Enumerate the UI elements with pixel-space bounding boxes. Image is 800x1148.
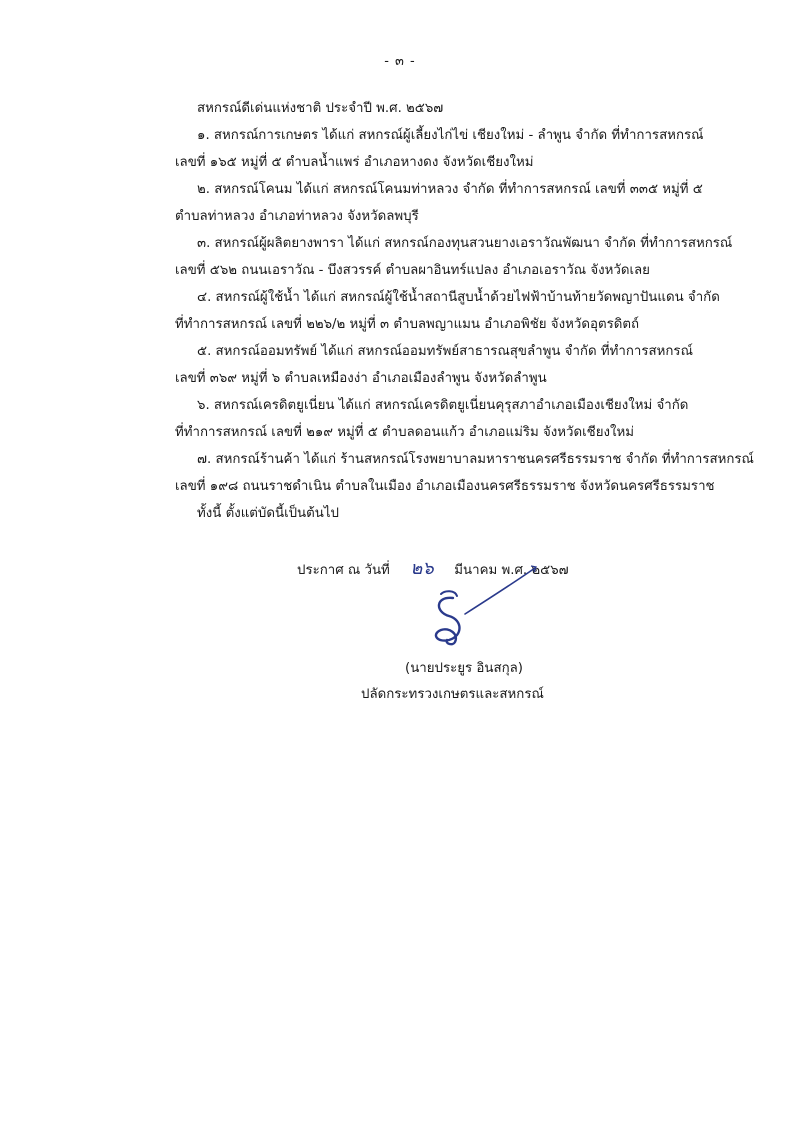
item-6-line-2: ที่ทำการสหกรณ์ เลขที่ ๒๑๙ หมู่ที่ ๕ ตำบลดอนแก้ว อำเภอแม่ริม จังหวัดเชียงใหม่ <box>175 425 635 440</box>
item-7-line-1: ๗. สหกรณ์ร้านค้า ได้แก่ ร้านสหกรณ์โรงพยาบาลมหาราชนครศรีธรรมราช จำกัด ที่ทำการสหกรณ์ <box>197 452 754 467</box>
item-7-line-2: เลขที่ ๑๙๘ ถนนราชดำเนิน ตำบลในเมือง อำเภอเมืองนครศรีธรรมราช จังหวัดนครศรีธรรมราช <box>175 479 715 494</box>
item-5-line-1: ๕. สหกรณ์ออมทรัพย์ ได้แก่ สหกรณ์ออมทรัพย์สาธารณสุขลำพูน จำกัด ที่ทำการสหกรณ์ <box>197 344 693 359</box>
document-body <box>175 95 754 527</box>
signer-title: ปลัดกระทรวงเกษตรและสหกรณ์ <box>361 687 544 702</box>
item-5-line-2: เลขที่ ๓๖๙ หมู่ที่ ๖ ตำบลเหมืองง่า อำเภอเมืองลำพูน จังหวัดลำพูน <box>175 371 547 386</box>
item-3-line-2: เลขที่ ๕๖๒ ถนนเอราวัณ - บึงสวรรค์ ตำบลผาอินทร์แปลง อำเภอเอราวัณ จังหวัดเลย <box>175 263 650 278</box>
announcement-prefix: ประกาศ ณ วันที่ <box>297 563 390 578</box>
item-1-line-2: เลขที่ ๑๖๕ หมู่ที่ ๕ ตำบลน้ำแพร่ อำเภอหางดง จังหวัดเชียงใหม่ <box>175 155 534 170</box>
item-6-line-1: ๖. สหกรณ์เครดิตยูเนี่ยน ได้แก่ สหกรณ์เครดิตยูเนี่ยนคุรุสภาอำเภอเมืองเชียงใหม่ จำกัด <box>197 398 689 413</box>
signer-name: (นายประยูร อินสกุล) <box>405 661 523 676</box>
signature-mark <box>405 560 545 655</box>
handwritten-day: ๒๖ <box>410 558 434 579</box>
item-4-line-1: ๔. สหกรณ์ผู้ใช้น้ำ ได้แก่ สหกรณ์ผู้ใช้น้ำสถานีสูบน้ำด้วยไฟฟ้าบ้านท้ายวัดพญาปันแดน จำกัด <box>197 290 720 305</box>
item-2-line-1: ๒. สหกรณ์โคนม ได้แก่ สหกรณ์โคนมท่าหลวง จำกัด ที่ทำการสหกรณ์ เลขที่ ๓๓๕ หมู่ที่ ๕ <box>197 182 703 197</box>
document-heading: สหกรณ์ดีเด่นแห่งชาติ ประจำปี พ.ศ. ๒๕๖๗ <box>197 101 444 116</box>
closing-text: ทั้งนี้ ตั้งแต่บัดนี้เป็นต้นไป <box>197 506 339 521</box>
item-2-line-2: ตำบลท่าหลวง อำเภอท่าหลวง จังหวัดลพบุรี <box>175 209 419 224</box>
page-number: - ๓ - <box>384 54 416 69</box>
item-3-line-1: ๓. สหกรณ์ผู้ผลิตยางพารา ได้แก่ สหกรณ์กองทุนสวนยางเอราวัณพัฒนา จำกัด ที่ทำการสหกรณ์ <box>197 236 733 251</box>
announcement-suffix: มีนาคม พ.ศ. ๒๕๖๗ <box>454 563 569 578</box>
item-1-line-1: ๑. สหกรณ์การเกษตร ได้แก่ สหกรณ์ผู้เลี้ยงไก่ไข่ เชียงใหม่ - ลำพูน จำกัด ที่ทำการสหกรณ์ <box>197 128 704 143</box>
item-4-line-2: ที่ทำการสหกรณ์ เลขที่ ๒๒๖/๒ หมู่ที่ ๓ ตำบลพญาแมน อำเภอพิชัย จังหวัดอุตรดิตถ์ <box>175 317 640 332</box>
